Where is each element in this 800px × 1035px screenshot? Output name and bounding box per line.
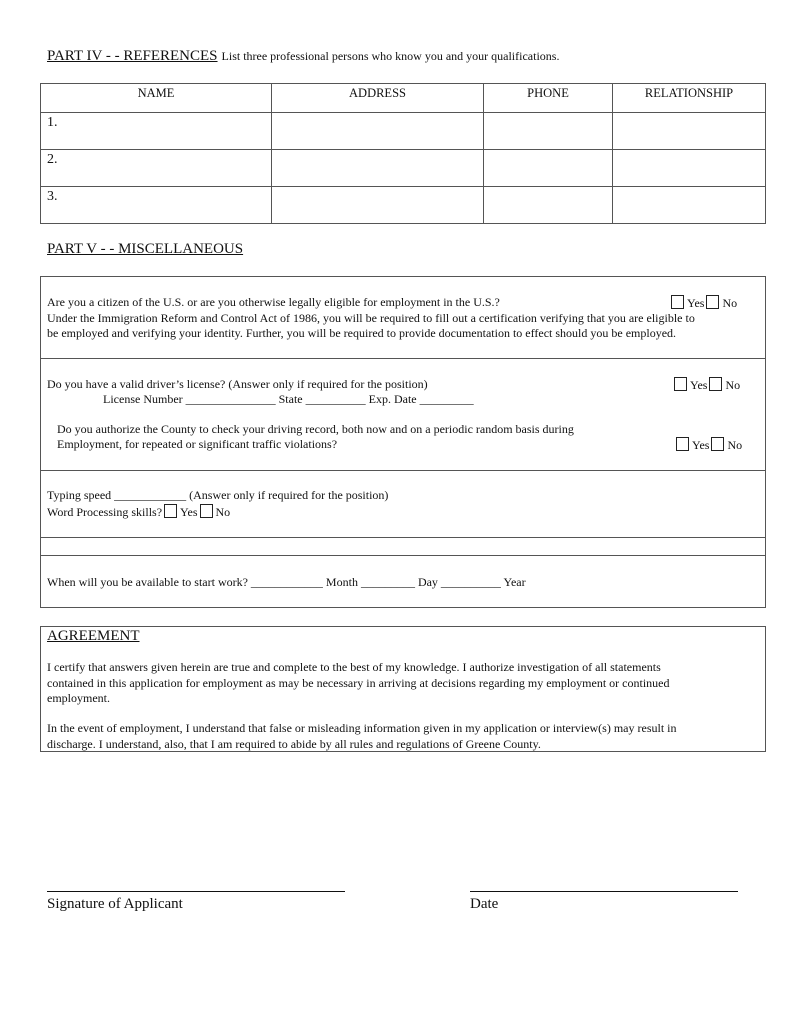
- date-line[interactable]: [470, 891, 738, 892]
- col-relationship: RELATIONSHIP: [613, 84, 766, 113]
- part4-heading: PART IV - - REFERENCES: [47, 48, 218, 64]
- no-label: No: [725, 378, 741, 392]
- typing-speed-field[interactable]: Typing speed ____________ (Answer only if required for the position): [47, 488, 389, 502]
- agreement-text: In the event of employment, I understand that false or misleading information given in my application or interview(s) may result in: [47, 721, 677, 735]
- table-row: [41, 150, 766, 187]
- agreement-text: I certify that answers given herein are true and complete to the best of my knowledge. I authorize investigation of all statements: [47, 660, 661, 674]
- record-options: [674, 437, 742, 453]
- word-processing: [47, 504, 230, 520]
- divider: [40, 358, 766, 359]
- agreement-heading: AGREEMENT: [47, 628, 140, 644]
- phone-cell[interactable]: [484, 187, 613, 224]
- part4-header: [47, 47, 559, 65]
- no-label: No: [722, 296, 738, 310]
- start-date-field[interactable]: When will you be available to start work? ____________ Month _________ Day __________ Year: [47, 575, 526, 589]
- col-phone: PHONE: [484, 84, 613, 113]
- agreement-text: discharge. I understand, also, that I am required to abide by all rules and regulations of Greene County.: [47, 737, 541, 751]
- signature-label: Signature of Applicant: [47, 896, 183, 912]
- no-checkbox[interactable]: [706, 295, 719, 309]
- record-question: Employment, for repeated or significant traffic violations?: [57, 437, 338, 451]
- divider: [40, 555, 766, 556]
- table-row: [41, 187, 766, 224]
- citizen-question: Are you a citizen of the U.S. or are you otherwise legally eligible for employment in the U.S.?: [47, 295, 500, 309]
- yes-label: Yes: [687, 296, 705, 310]
- yes-checkbox[interactable]: [676, 437, 689, 451]
- row-number[interactable]: 2.: [41, 150, 272, 187]
- divider: [40, 470, 766, 471]
- address-cell[interactable]: [272, 113, 484, 150]
- relationship-cell[interactable]: [613, 113, 766, 150]
- date-label: Date: [470, 896, 499, 912]
- no-checkbox[interactable]: [709, 377, 722, 391]
- license-question: Do you have a valid driver’s license? (Answer only if required for the position): [47, 377, 428, 391]
- license-options: [672, 377, 740, 393]
- yes-checkbox[interactable]: [164, 504, 177, 518]
- address-cell[interactable]: [272, 150, 484, 187]
- citizen-note: Under the Immigration Reform and Control Act of 1986, you will be required to fill out a certification verifying that you are eligible to: [47, 311, 695, 325]
- row-number[interactable]: 1.: [41, 113, 272, 150]
- yes-label: Yes: [690, 378, 708, 392]
- agreement-text: contained in this application for employment as may be necessary in arriving at decisions regarding my employment or continued: [47, 676, 670, 690]
- table-row: [41, 113, 766, 150]
- no-checkbox[interactable]: [200, 504, 213, 518]
- relationship-cell[interactable]: [613, 187, 766, 224]
- yes-checkbox[interactable]: [674, 377, 687, 391]
- agreement-text: employment.: [47, 691, 110, 705]
- no-checkbox[interactable]: [711, 437, 724, 451]
- record-question: Do you authorize the County to check your driving record, both now and on a periodic random basis during: [57, 422, 574, 436]
- row-number[interactable]: 3.: [41, 187, 272, 224]
- part4-instruction: List three professional persons who know you and your qualifications.: [221, 49, 560, 63]
- signature-line[interactable]: [47, 891, 345, 892]
- address-cell[interactable]: [272, 187, 484, 224]
- no-label: No: [727, 438, 743, 452]
- phone-cell[interactable]: [484, 150, 613, 187]
- yes-label: Yes: [180, 505, 198, 519]
- references-table: [40, 83, 766, 224]
- wp-label: Word Processing skills?: [47, 505, 163, 519]
- license-fields[interactable]: License Number _______________ State __________ Exp. Date _________: [103, 392, 474, 406]
- divider: [40, 537, 766, 538]
- citizen-options: [669, 295, 737, 311]
- phone-cell[interactable]: [484, 113, 613, 150]
- col-name: NAME: [41, 84, 272, 113]
- yes-label: Yes: [692, 438, 710, 452]
- yes-checkbox[interactable]: [671, 295, 684, 309]
- citizen-note: be employed and verifying your identity. Further, you will be required to provide documentation to effect should you be employed.: [47, 326, 677, 340]
- col-address: ADDRESS: [272, 84, 484, 113]
- relationship-cell[interactable]: [613, 150, 766, 187]
- no-label: No: [215, 505, 231, 519]
- part5-heading: PART V - - MISCELLANEOUS: [47, 241, 244, 257]
